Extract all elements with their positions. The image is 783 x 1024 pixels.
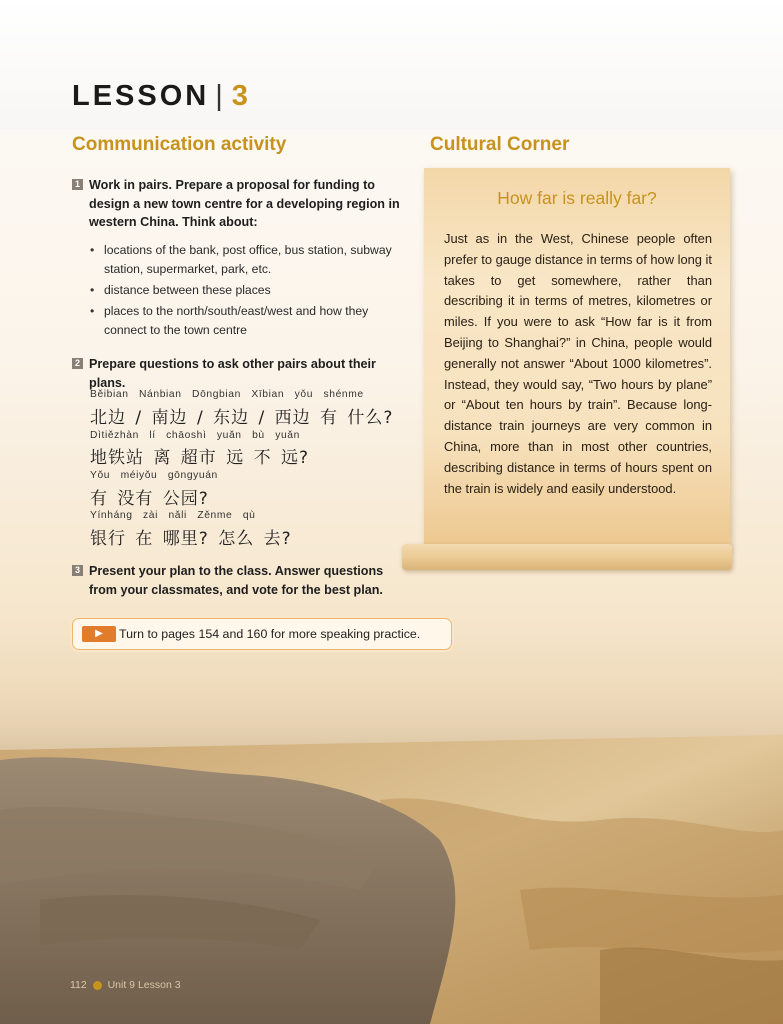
page-number: 112 (70, 979, 87, 991)
list-item (89, 241, 394, 279)
hanzi-line: 有 没有 公园? (90, 489, 209, 509)
pinyin-line: Běibian Nánbian Dōngbian Xībian yǒu shénme (90, 389, 364, 400)
lesson-word: LESSON (72, 80, 210, 112)
bullet-text: distance between these places (104, 283, 271, 297)
waterfall-photo (0, 690, 783, 1024)
list-item (89, 281, 394, 300)
speaking-practice-label: Turn to pages 154 and 160 for more speaking practice. (119, 627, 421, 641)
page-footer (70, 979, 181, 991)
step-number-3: 3 (72, 565, 83, 576)
communication-heading: Communication activity (72, 134, 287, 155)
pinyin-line: Yǒu méiyǒu gōngyuán (90, 470, 218, 481)
step-3 (72, 562, 392, 599)
cultural-body: Just as in the West, Chinese people often prefer to gauge distance in terms of how long it takes to get somewhere, rather than describing it in terms of metres, kilometres or miles. If you were to ask “How far is it from Beijing to Shanghai?” in China, people would generally not answer “About 1000 kilometres”. Instead, they would say, “Two hours by plane” or “About ten hours by train”. Because long-distance train journeys are very common in China, more than in most other countries, describing distance in terms of hours spent on the train is widely and easily understood. (444, 231, 712, 496)
cultural-corner-heading: Cultural Corner (430, 134, 570, 155)
speaking-practice-link[interactable] (72, 618, 452, 650)
bullet-text: places to the north/south/east/west and how they connect to the town centre (104, 304, 369, 337)
lesson-divider: | (215, 80, 226, 112)
hanzi-line: 地铁站 离 超市 远 不 远? (90, 448, 310, 468)
pinyin-line: Yínháng zài nǎli Zěnme qù (90, 510, 256, 521)
bullet-text: locations of the bank, post office, bus station, subway station, supermarket, park, etc. (104, 243, 392, 276)
scroll-roll (402, 544, 732, 570)
hanzi-line: 银行 在 哪里? 怎么 去? (90, 529, 292, 549)
hanzi-line: 北边 / 南边 / 东边 / 西边 有 什么? (90, 408, 394, 428)
list-item (89, 302, 394, 340)
cultural-title: How far is really far? (497, 188, 657, 208)
footer-unit: Unit 9 (107, 979, 136, 991)
pinyin-line: Dìtiězhàn lí chāoshì yuǎn bù yuǎn (90, 430, 300, 441)
footer-lesson: Lesson 3 (137, 979, 181, 991)
step-number-2: 2 (72, 358, 83, 369)
step-2 (72, 355, 407, 392)
play-arrow-icon: ▶ (82, 626, 116, 642)
footer-dot-icon (93, 981, 102, 990)
think-about-list (89, 241, 394, 342)
bullet-icon: • (90, 304, 95, 318)
bullet-icon: • (90, 243, 95, 257)
step-1-text: Work in pairs. Prepare a proposal for funding to design a new town centre for a developing region in western China. Think about: (89, 178, 400, 229)
step-1 (72, 176, 407, 232)
lesson-number: 3 (231, 80, 251, 112)
step-3-text: Present your plan to the class. Answer questions from your classmates, and vote for the best plan. (89, 564, 384, 597)
lesson-title (72, 80, 251, 113)
step-2-text: Prepare questions to ask other pairs about their plans. (89, 357, 376, 390)
bullet-icon: • (90, 283, 95, 297)
step-number-1: 1 (72, 179, 83, 190)
